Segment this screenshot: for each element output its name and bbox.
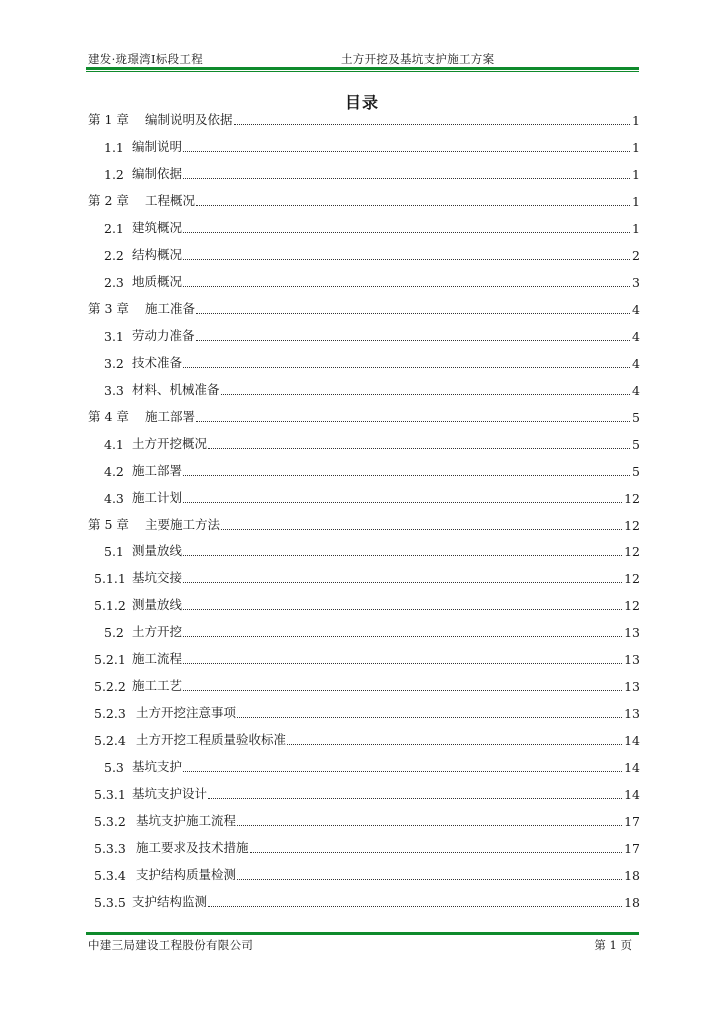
toc-entry-label: 土方开挖工程质量验收标准 (136, 732, 287, 748)
toc-entry[interactable] (88, 429, 640, 456)
header-document-title: 土方开挖及基坑支护施工方案 (341, 52, 495, 66)
toc-dot-leader (183, 609, 622, 610)
toc-dot-leader (237, 879, 622, 880)
toc-entry-number: 4.2 (104, 463, 124, 479)
toc-entry-label: 支护结构监测 (132, 893, 208, 909)
toc-entry-row (88, 622, 640, 640)
toc-dot-leader (183, 232, 630, 233)
toc-entry-page: 17 (624, 813, 640, 829)
toc-entry-label: 测量放线 (132, 597, 183, 613)
toc-entry-page: 12 (624, 517, 640, 533)
toc-entry[interactable] (88, 295, 640, 322)
toc-entry-page: 1 (632, 221, 640, 237)
toc-entry-page: 1 (632, 194, 640, 210)
toc-dot-leader (183, 555, 622, 556)
toc-entry[interactable] (88, 133, 640, 160)
footer-company-name: 中建三局建设工程股份有限公司 (88, 938, 254, 952)
toc-entry[interactable] (88, 241, 640, 268)
toc-entry[interactable] (88, 618, 640, 645)
toc-entry-number: 5.3 (104, 759, 124, 775)
toc-entry[interactable] (88, 106, 640, 133)
toc-entry[interactable] (88, 214, 640, 241)
toc-entry-page: 12 (624, 598, 640, 614)
toc-entry-row (88, 515, 640, 533)
toc-dot-leader (208, 906, 622, 907)
toc-entry-row (88, 568, 640, 586)
toc-entry-label: 测量放线 (132, 543, 183, 559)
toc-entry-label: 土方开挖 (132, 624, 183, 640)
toc-entry-page: 1 (632, 167, 640, 183)
toc-entry-page: 14 (624, 759, 640, 775)
toc-dot-leader (196, 313, 630, 314)
toc-entry[interactable] (88, 833, 640, 860)
toc-dot-leader (196, 340, 631, 341)
toc-entry[interactable] (88, 699, 640, 726)
toc-entry-number: 第 3 章 (88, 301, 129, 317)
toc-entry-label: 施工计划 (132, 489, 183, 505)
toc-entry-row (88, 757, 640, 775)
toc-entry-number: 5.2.2 (94, 679, 126, 695)
toc-entry-row (88, 353, 640, 371)
toc-entry-label: 材料、机械准备 (132, 381, 220, 397)
toc-entry[interactable] (88, 537, 640, 564)
toc-entry-page: 18 (624, 894, 640, 910)
toc-entry-label: 主要施工方法 (145, 516, 221, 532)
toc-entry-row (88, 191, 640, 209)
toc-dot-leader (237, 717, 622, 718)
toc-entry-number: 5.1.2 (94, 598, 126, 614)
toc-dot-leader (183, 151, 630, 152)
toc-entry-page: 12 (624, 571, 640, 587)
toc-dot-leader (183, 286, 630, 287)
footer-rule (86, 932, 639, 935)
toc-entry-label: 土方开挖概况 (132, 435, 208, 451)
toc-entry-number: 5.2 (104, 625, 124, 641)
toc-entry-row (88, 676, 640, 694)
toc-entry[interactable] (88, 510, 640, 537)
toc-entry-label: 基坑支护 (132, 758, 183, 774)
toc-entry-row (88, 434, 640, 452)
toc-entry-page: 17 (624, 840, 640, 856)
toc-entry-label: 施工部署 (145, 408, 196, 424)
toc-entry-label: 编制说明及依据 (145, 112, 233, 128)
toc-entry-page: 2 (632, 248, 640, 264)
toc-dot-leader (183, 259, 630, 260)
toc-entry-row (88, 784, 640, 802)
toc-entry-row (88, 892, 640, 910)
toc-entry-label: 施工流程 (132, 651, 183, 667)
toc-entry-number: 2.2 (104, 248, 124, 264)
toc-dot-leader (183, 582, 622, 583)
toc-dot-leader (287, 744, 622, 745)
toc-entry-page: 5 (632, 436, 640, 452)
toc-entry-label: 施工部署 (132, 462, 183, 478)
toc-entry-page: 13 (624, 625, 640, 641)
toc-entry-number: 第 2 章 (88, 193, 129, 209)
toc-entry[interactable] (88, 268, 640, 295)
toc-entry-number: 5.2.1 (94, 652, 126, 668)
page-header (88, 51, 638, 65)
toc-entry-label: 建筑概况 (132, 220, 183, 236)
toc-entry-number: 3.3 (104, 382, 124, 398)
toc-entry-row (88, 299, 640, 317)
toc-dot-leader (234, 124, 631, 125)
toc-entry-page: 4 (632, 382, 640, 398)
toc-entry[interactable] (88, 591, 640, 618)
toc-entry-row (88, 461, 640, 479)
toc-entry-row (88, 164, 640, 182)
toc-entry-number: 5.3.1 (94, 786, 126, 802)
toc-entry-row (88, 541, 640, 559)
toc-title: 目录 (344, 93, 379, 112)
toc-entry-label: 基坑支护设计 (132, 785, 208, 801)
toc-entry-number: 5.3.3 (94, 840, 126, 856)
toc-entry-row (88, 245, 640, 263)
toc-dot-leader (208, 448, 630, 449)
toc-entry-number: 5.2.4 (94, 733, 126, 749)
toc-entry-page: 13 (624, 652, 640, 668)
toc-entry[interactable] (88, 402, 640, 429)
toc-entry-number: 3.2 (104, 355, 124, 371)
toc-entry[interactable] (88, 672, 640, 699)
toc-entry-row (88, 838, 640, 856)
toc-entry-row (88, 110, 640, 128)
header-project-name: 建发·珑璟湾Ⅰ标段工程 (88, 52, 203, 66)
toc-dot-leader (221, 394, 631, 395)
toc-dot-leader (183, 690, 622, 691)
toc-entry[interactable] (88, 860, 640, 887)
toc-entry-number: 1.2 (104, 167, 124, 183)
toc-entry-row (88, 137, 640, 155)
toc-entry-number: 第 4 章 (88, 408, 129, 424)
toc-dot-leader (221, 529, 622, 530)
toc-entry-row (88, 730, 640, 748)
toc-entry-label: 支护结构质量检测 (136, 866, 237, 882)
toc-entry-label: 施工工艺 (132, 678, 183, 694)
toc-entry-row (88, 407, 640, 425)
toc-entry-label: 劳动力准备 (132, 327, 195, 343)
toc-dot-leader (183, 475, 630, 476)
toc-entry-page: 5 (632, 409, 640, 425)
toc-entry-label: 基坑交接 (132, 570, 183, 586)
toc-dot-leader (183, 178, 630, 179)
toc-entry-label: 施工准备 (145, 301, 196, 317)
toc-dot-leader (183, 663, 622, 664)
toc-entry-row (88, 811, 640, 829)
toc-entry-page: 18 (624, 867, 640, 883)
footer-page-number: 第 1 页 (594, 938, 632, 952)
toc-entry-row (88, 272, 640, 290)
toc-entry-label: 技术准备 (132, 354, 183, 370)
toc-entry[interactable] (88, 806, 640, 833)
toc-entry-label: 编制依据 (132, 166, 183, 182)
toc-dot-leader (183, 636, 622, 637)
toc-entry-number: 5.2.3 (94, 706, 126, 722)
toc-entry-number: 5.1 (104, 544, 124, 560)
toc-dot-leader (250, 852, 623, 853)
toc-entry-row (88, 218, 640, 236)
toc-entry-number: 5.3.5 (94, 894, 126, 910)
toc-entry-page: 5 (632, 463, 640, 479)
toc-entry-page: 13 (624, 706, 640, 722)
toc-entry[interactable] (88, 779, 640, 806)
toc-entry-label: 基坑支护施工流程 (136, 812, 237, 828)
toc-entry-number: 5.3.2 (94, 813, 126, 829)
toc-dot-leader (196, 421, 630, 422)
toc-entry-page: 13 (624, 679, 640, 695)
header-rule-thick (86, 67, 639, 70)
toc-entry-row (88, 326, 640, 344)
header-rule-thin (86, 71, 639, 72)
toc-entry[interactable] (88, 456, 640, 483)
toc-dot-leader (237, 825, 622, 826)
toc-entry-page: 4 (632, 328, 640, 344)
toc-entry-page: 14 (624, 786, 640, 802)
toc-entry-number: 第 1 章 (88, 112, 129, 128)
toc-entry-row (88, 488, 640, 506)
toc-entry-label: 结构概况 (132, 247, 183, 263)
toc-entry[interactable] (88, 645, 640, 672)
toc-entry-row (88, 595, 640, 613)
toc-entry-page: 1 (632, 113, 640, 129)
toc-entry[interactable] (88, 375, 640, 402)
toc-entry-page: 1 (632, 140, 640, 156)
toc-entry-label: 编制说明 (132, 139, 183, 155)
toc-entry-page: 4 (632, 302, 640, 318)
toc-entry-number: 5.1.1 (94, 571, 126, 587)
toc-entry-page: 12 (624, 544, 640, 560)
toc-entry-page: 4 (632, 355, 640, 371)
toc-entry[interactable] (88, 753, 640, 780)
toc-entry-page: 3 (632, 275, 640, 291)
toc-entry[interactable] (88, 160, 640, 187)
toc-dot-leader (208, 798, 622, 799)
toc-entry[interactable] (88, 564, 640, 591)
toc-entry[interactable] (88, 483, 640, 510)
toc-entry[interactable] (88, 187, 640, 214)
toc-entry[interactable] (88, 887, 640, 914)
toc-entry-number: 2.3 (104, 275, 124, 291)
toc-dot-leader (183, 367, 630, 368)
toc-entry-page: 12 (624, 490, 640, 506)
toc-entry-number: 2.1 (104, 221, 124, 237)
toc-entry-number: 1.1 (104, 140, 124, 156)
toc-entry-label: 土方开挖注意事项 (136, 705, 237, 721)
toc-entry[interactable] (88, 726, 640, 753)
toc-entry-row (88, 865, 640, 883)
toc-entry-label: 施工要求及技术措施 (136, 839, 249, 855)
toc-dot-leader (183, 771, 622, 772)
toc-entry-number: 4.1 (104, 436, 124, 452)
toc-entry-number: 5.3.4 (94, 867, 126, 883)
toc-entry[interactable] (88, 348, 640, 375)
toc-entry-label: 工程概况 (145, 193, 196, 209)
toc-entry-number: 4.3 (104, 490, 124, 506)
toc-entry-row (88, 380, 640, 398)
toc-entry-page: 14 (624, 733, 640, 749)
toc-entry-label: 地质概况 (132, 274, 183, 290)
toc-dot-leader (196, 205, 630, 206)
toc-entry[interactable] (88, 322, 640, 349)
toc-entry-number: 第 5 章 (88, 516, 129, 532)
table-of-contents (88, 106, 640, 914)
toc-dot-leader (183, 502, 622, 503)
toc-entry-row (88, 649, 640, 667)
toc-entry-row (88, 703, 640, 721)
toc-entry-number: 3.1 (104, 328, 124, 344)
page-footer (88, 937, 640, 951)
